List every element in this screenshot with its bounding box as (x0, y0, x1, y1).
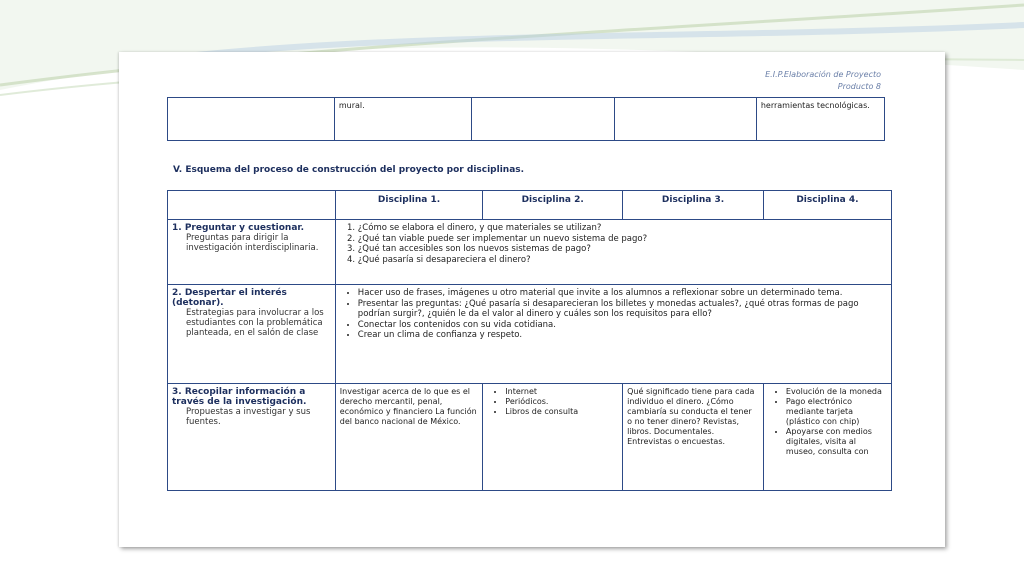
row-subtitle: Propuestas a investigar y sus fuentes. (186, 407, 311, 427)
header-row (168, 191, 892, 220)
strategy-list (340, 288, 887, 341)
row-title: 3. Recopilar información a través de la investigación. (172, 387, 307, 407)
table-row (168, 98, 885, 141)
list-item: • Apoyarse con medios digitales, visita al museo, consulta con (786, 427, 887, 457)
list-item: • Hacer uso de frases, imágenes u otro material que invite a los alumnos a reflexionar sobre un determinado tema. (358, 288, 887, 299)
list-item: • Pago electrónico mediante tarjeta (plástico con chip) (786, 397, 887, 427)
table-cell (614, 98, 756, 141)
list-item: 2. ¿Qué tan viable puede ser implementar un nuevo sistema de pago? (358, 234, 887, 245)
row-heading (168, 384, 336, 491)
header-line-2: Producto 8 (837, 82, 881, 91)
row-title: 2. Despertar el interés (detonar). (172, 288, 287, 308)
top-table (167, 97, 885, 141)
row-title: 1. Preguntar y cuestionar. (172, 223, 304, 233)
question-list (340, 223, 887, 265)
table-cell (168, 98, 335, 141)
list-item: • Evolución de la moneda (786, 387, 887, 397)
row-heading (168, 285, 336, 384)
topics-list (768, 387, 887, 457)
header-cell: Disciplina 1. (335, 191, 483, 220)
row-heading (168, 220, 336, 285)
row-subtitle: Estrategias para involucrar a los estudiantes con la problemática planteada, en el salón de clase (186, 308, 324, 338)
discipline-4-cell (763, 384, 891, 491)
list-item: • Internet (505, 387, 618, 397)
table-row (168, 384, 892, 491)
list-item: 3. ¿Qué tan accesibles son los nuevos sistemas de pago? (358, 244, 887, 255)
header-cell: Disciplina 3. (623, 191, 764, 220)
list-item: • Presentar las preguntas: ¿Qué pasaría si desaparecieran los billetes y monedas actuales?, ¿qué otras formas de pago podrían surgir?, ¿quién le da el valor al dinero y cuáles son los requisitos para ello? (358, 299, 887, 320)
document-page (119, 52, 945, 547)
list-item: • Conectar los contenidos con su vida cotidiana. (358, 320, 887, 331)
table-cell (472, 98, 614, 141)
table-row (168, 220, 892, 285)
discipline-2-cell (483, 384, 623, 491)
table-cell: mural. (334, 98, 472, 141)
list-item: 4. ¿Qué pasaría si desapareciera el dinero? (358, 255, 887, 266)
row-content (335, 220, 891, 285)
table-cell: herramientas tecnológicas. (756, 98, 884, 141)
row-subtitle: Preguntas para dirigir la investigación interdisciplinaria. (186, 233, 319, 253)
sources-list (487, 387, 618, 417)
discipline-1-cell: Investigar acerca de lo que es el derecho mercantil, penal, económico y financiero La función del banco nacional de México. (335, 384, 483, 491)
header-cell: Disciplina 2. (483, 191, 623, 220)
row-content (335, 285, 891, 384)
list-item: • Periódicos. (505, 397, 618, 407)
list-item: • Crear un clima de confianza y respeto. (358, 330, 887, 341)
header-cell: Disciplina 4. (763, 191, 891, 220)
section-title: V. Esquema del proceso de construcción del proyecto por disciplinas. (173, 165, 525, 175)
schema-table (167, 190, 892, 491)
document-header (765, 69, 881, 93)
header-line-1: E.I.P.Elaboración de Proyecto (765, 70, 881, 79)
discipline-3-cell: Qué significado tiene para cada individuo el dinero. ¿Cómo cambiaría su conducta el tener o no tener dinero? Revistas, libros. Documentales. Entrevistas o encuestas. (623, 384, 764, 491)
list-item: • Libros de consulta (505, 407, 618, 417)
header-cell (168, 191, 336, 220)
list-item: 1. ¿Cómo se elabora el dinero, y que materiales se utilizan? (358, 223, 887, 234)
table-row (168, 285, 892, 384)
